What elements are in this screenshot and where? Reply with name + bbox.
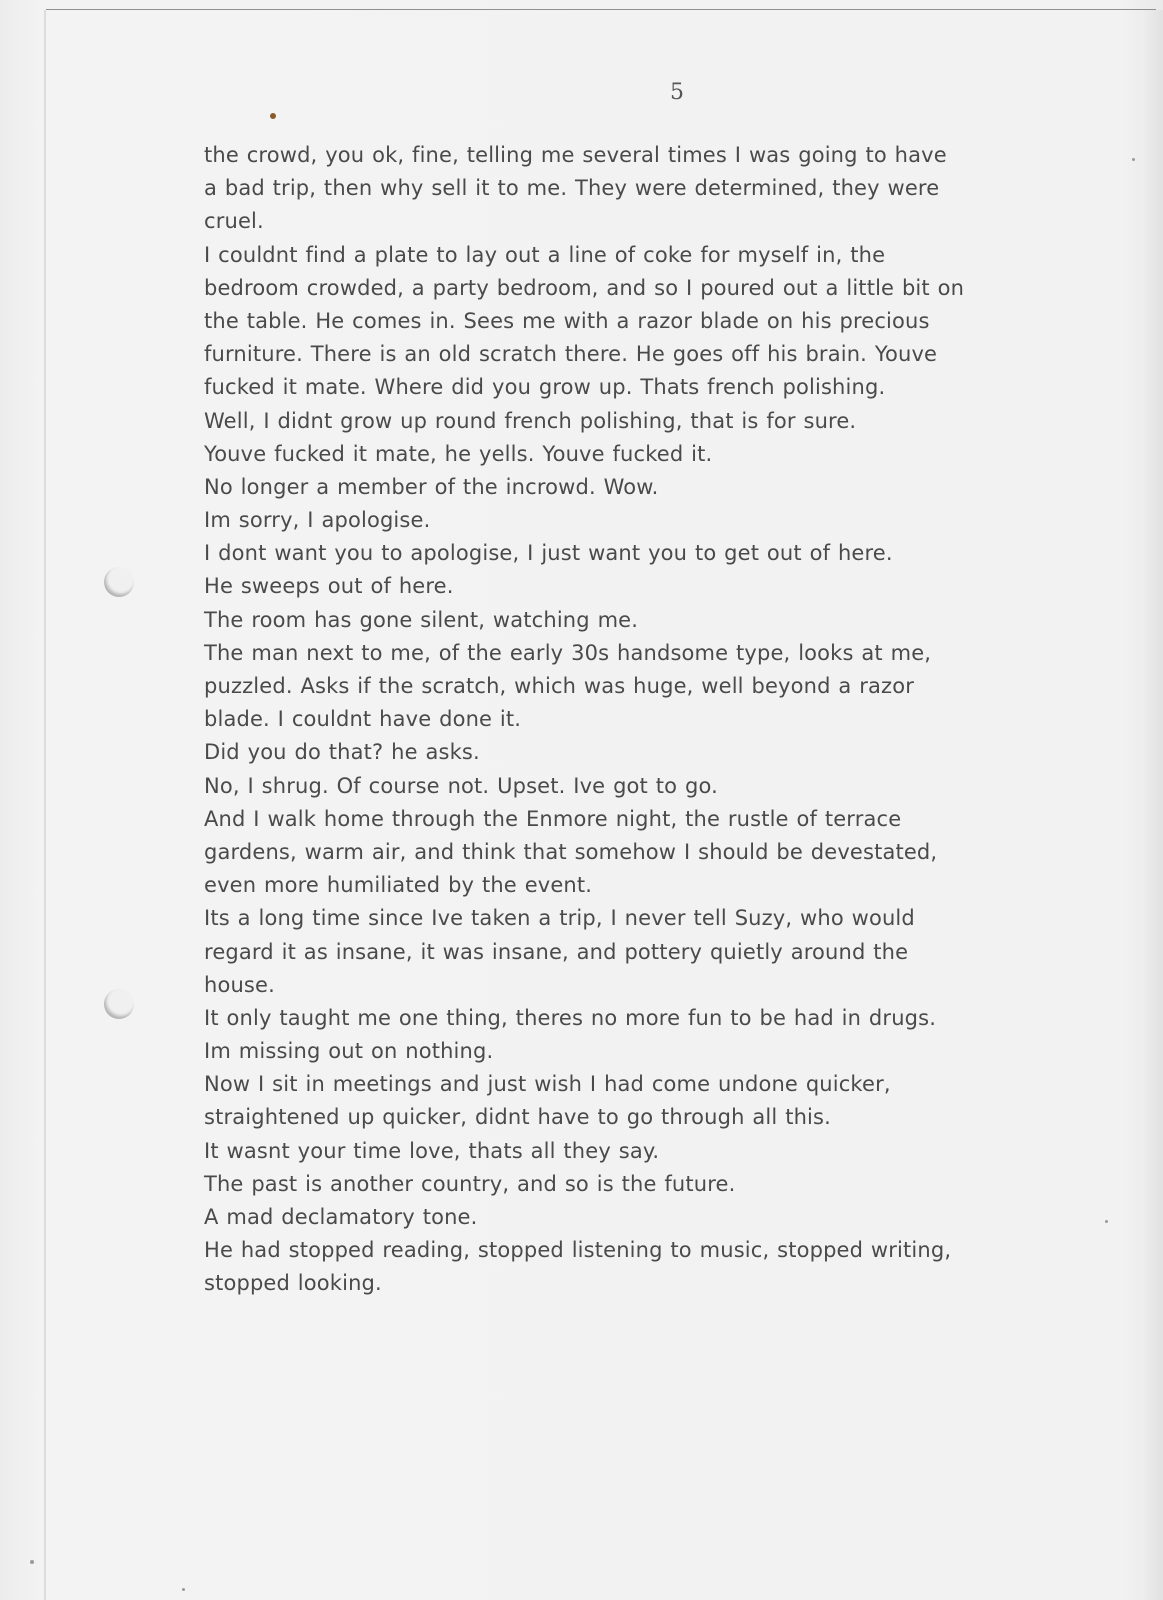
text-line: And I walk home through the Enmore night, the rustle of terrace [204,806,902,831]
text-line: It only taught me one thing, theres no more fun to be had in drugs. [204,1005,937,1030]
paper-top-edge [46,9,1156,10]
paper-speck [1105,1220,1108,1223]
text-line: Im sorry, I apologise. [204,508,431,533]
text-line: Now I sit in meetings and just wish I had come undone quicker, [204,1072,891,1097]
text-line: I couldnt find a plate to lay out a line of coke for myself in, the [204,242,886,267]
text-line: Youve fucked it mate, he yells. Youve fucked it. [204,441,713,466]
paper-speck [30,1560,34,1564]
text-line: puzzled. Asks if the scratch, which was huge, well beyond a razor [204,674,914,698]
text-line: I dont want you to apologise, I just want you to get out of here. [204,541,893,566]
paper-right-edge [1140,10,1163,1600]
paper-speck [1132,158,1135,161]
text-line: Did you do that? he asks. [204,740,480,765]
punch-hole-top [104,567,134,597]
text-line: straightened up quicker, didnt have to go through all this. [204,1105,831,1130]
text-line: furniture. There is an old scratch there. He goes off his brain. Youve [204,342,938,367]
ink-mark [270,113,276,119]
text-line: regard it as insane, it was insane, and pottery quietly around the [204,939,909,964]
text-line: He sweeps out of here. [204,574,454,599]
text-line: blade. I couldnt have done it. [204,707,522,732]
text-line: It wasnt your time love, thats all they say. [204,1138,660,1163]
text-line: Well, I didnt grow up round french polishing, that is for sure. [204,408,857,433]
page-number: 5 [670,80,684,105]
text-line: The man next to me, of the early 30s handsome type, looks at me, [204,640,932,665]
text-line: The room has gone silent, watching me. [204,607,639,632]
text-line: bedroom crowded, a party bedroom, and so I poured out a little bit on [204,275,965,300]
text-line: fucked it mate. Where did you grow up. Thats french polishing. [204,375,886,400]
text-line: A mad declamatory tone. [204,1205,478,1229]
text-line: No longer a member of the incrowd. Wow. [204,474,659,499]
text-line: house. [204,972,275,997]
text-line: stopped looking. [204,1271,382,1296]
body-text [204,139,1004,1301]
punch-hole-bottom [104,989,134,1019]
text-line: the crowd, you ok, fine, telling me several times I was going to have [204,143,947,167]
text-line: even more humiliated by the event. [204,873,593,898]
text-line: No, I shrug. Of course not. Upset. Ive got to go. [204,773,718,798]
text-line: cruel. [204,209,264,234]
text-line: Its a long time since Ive taken a trip, I never tell Suzy, who would [204,906,915,931]
text-line: The past is another country, and so is the future. [204,1171,736,1196]
text-line: He had stopped reading, stopped listening to music, stopped writing, [204,1238,952,1263]
text-line: gardens, warm air, and think that somehow I should be devestated, [204,839,938,864]
text-line: Im missing out on nothing. [204,1039,494,1064]
text-line: a bad trip, then why sell it to me. They were determined, they were [204,176,940,201]
paper-speck [182,1588,185,1591]
paper-left-edge [44,10,46,1600]
text-line: the table. He comes in. Sees me with a razor blade on his precious [204,308,930,333]
